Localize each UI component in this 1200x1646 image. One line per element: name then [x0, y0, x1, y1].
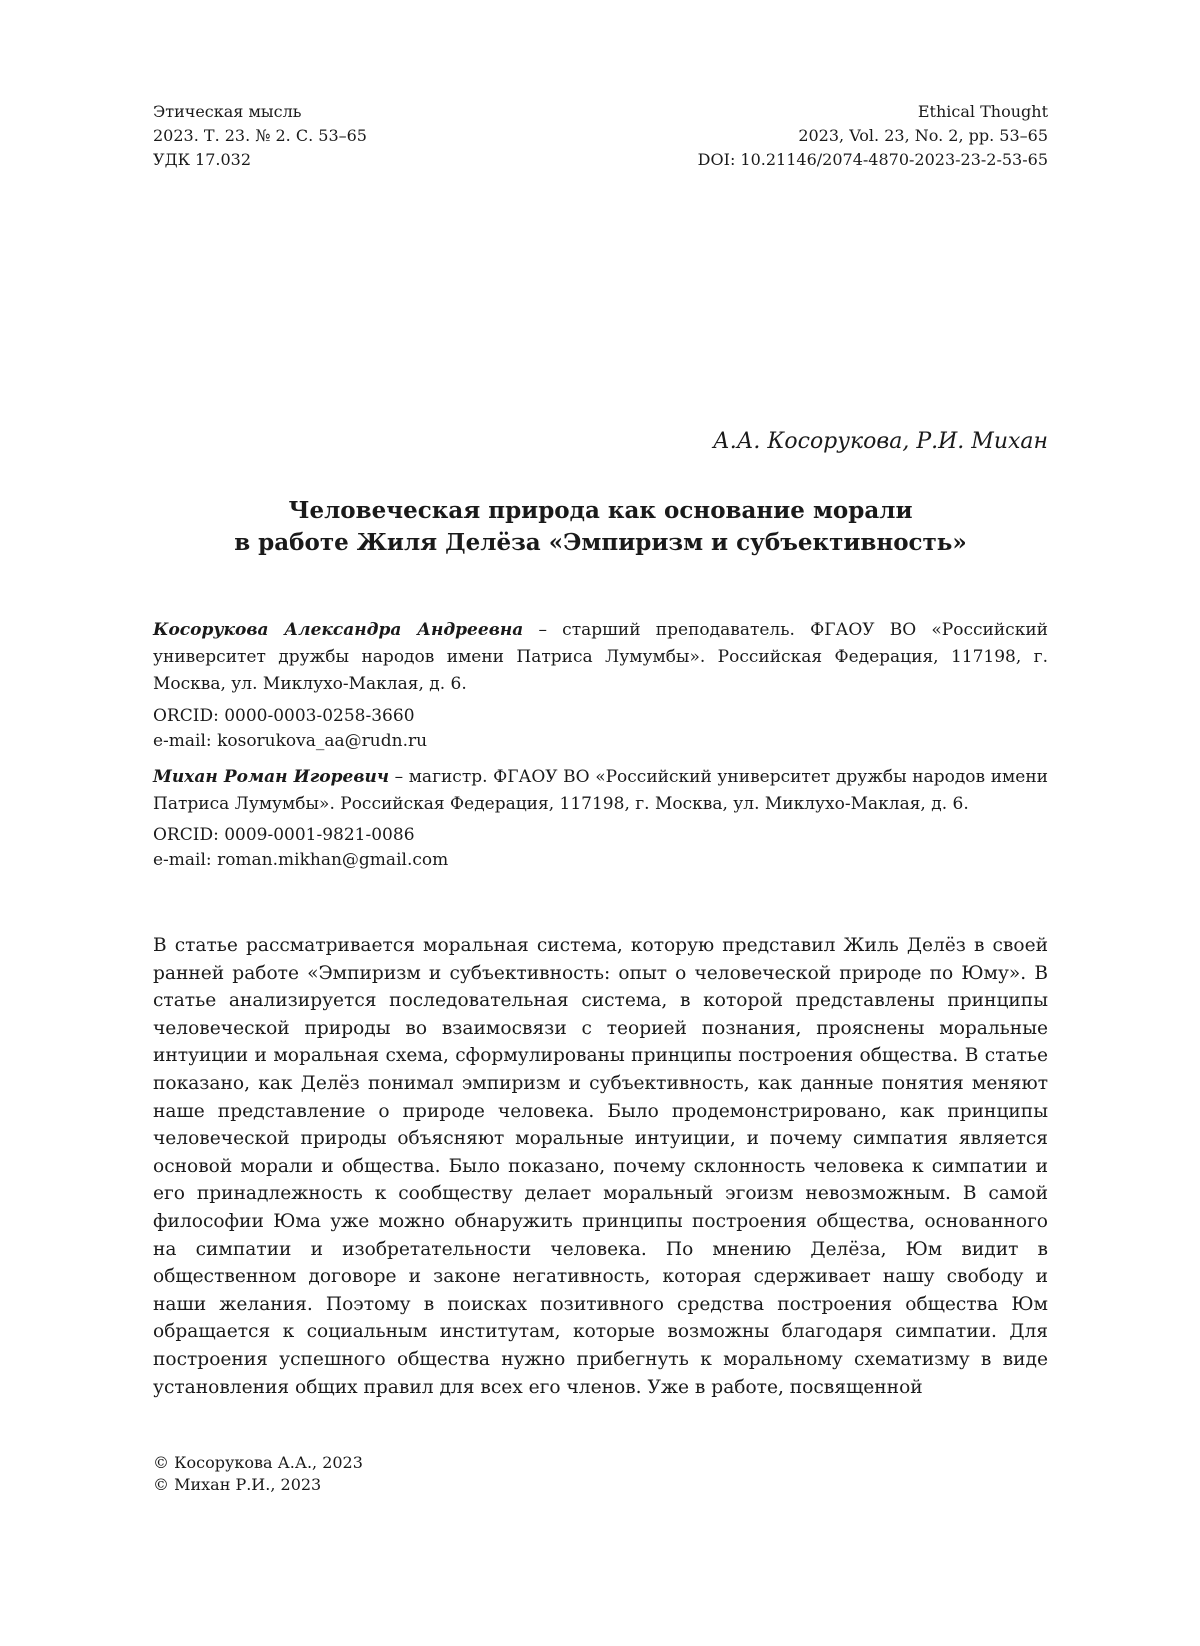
- udc-code: УДК 17.032: [153, 150, 252, 169]
- journal-name-ru: Этическая мысль: [153, 102, 302, 121]
- article-page: [153, 0, 1048, 1646]
- journal-name-en: Ethical Thought: [917, 102, 1048, 121]
- doi: DOI: 10.21146/2074-4870-2023-23-2-53-65: [697, 150, 1048, 169]
- copyright-line-2: © Михан Р.И., 2023: [153, 1475, 322, 1494]
- copyright-line-1: © Косорукова А.А., 2023: [153, 1453, 363, 1472]
- author-info-2: [153, 764, 1048, 818]
- author-1-name: Косорукова Александра Андреевна: [153, 620, 524, 640]
- abstract: В статье рассматривается моральная система, которую представил Жиль Делёз в своей ранней работе «Эмпиризм и субъективность: опыт о человеческой природе по Юму». В статье анализируется последовательная система, в которой представлены принципы человеческой природы во взаимосвязи с теорией познания, прояснены моральные интуиции и моральная схема, сформулированы принципы построения общества. В статье показано, как Делёз понимал эмпиризм и субъективность, как данные понятия меняют наше представление о природе человека. Было продемонстрировано, как принципы человеческой природы объясняют моральные интуиции, и почему симпатия является основой морали и общества. Было показано, почему склонность человека к симпатии и его принадлежность к сообществу делает моральный эгоизм невозможным. В самой философии Юма уже можно обнаружить принципы построения общества, основанного на симпатии и изобретательности человека. По мнению Делёза, Юм видит в общественном договоре и законе негативность, которая сдерживает нашу свободу и наши желания. Поэтому в поисках позитивного средства построения общества Юм обращается к социальным институтам, которые возможны благодаря симпатии. Для построения успешного общества нужно прибегнуть к моральному схематизму в виде установления общих правил для всех его членов. Уже в работе, посвященной: [153, 935, 1048, 1398]
- title-line-2: в работе Жиля Делёза «Эмпиризм и субъективность»: [234, 529, 967, 556]
- issue-info-ru: 2023. Т. 23. № 2. С. 53–65: [153, 126, 367, 145]
- author-2-email: e-mail: roman.mikhan@gmail.com: [153, 850, 449, 870]
- author-1-affiliation: – старший преподаватель. ФГАОУ ВО «Российский университет дружбы народов имени Патриса Лумумбы». Российская Федерация, 117198, г. Москва, ул. Миклухо-Маклая, д. 6.: [153, 620, 1048, 694]
- author-1-ids: [153, 704, 427, 754]
- copyright-footer: [153, 1452, 363, 1496]
- header-left: [153, 100, 367, 172]
- header-right: [698, 100, 1048, 172]
- article-authors: А.А. Косорукова, Р.И. Михан: [713, 429, 1048, 454]
- author-1-orcid: ORCID: 0000-0003-0258-3660: [153, 706, 415, 726]
- issue-info-en: 2023, Vol. 23, No. 2, pp. 53–65: [798, 126, 1048, 145]
- author-2-affiliation: – магистр. ФГАОУ ВО «Российский университет дружбы народов имени Патриса Лумумбы». Российская Федерация, 117198, г. Москва, ул. Миклухо-Маклая, д. 6.: [153, 767, 1048, 814]
- article-title: [153, 495, 1048, 559]
- author-2-orcid: ORCID: 0009-0001-9821-0086: [153, 825, 415, 845]
- title-line-1: Человеческая природа как основание морали: [288, 497, 913, 524]
- author-2-name: Михан Роман Игоревич: [153, 767, 389, 787]
- author-info-1: [153, 617, 1048, 698]
- author-1-email: e-mail: kosorukova_aa@rudn.ru: [153, 731, 428, 751]
- author-2-ids: [153, 823, 448, 873]
